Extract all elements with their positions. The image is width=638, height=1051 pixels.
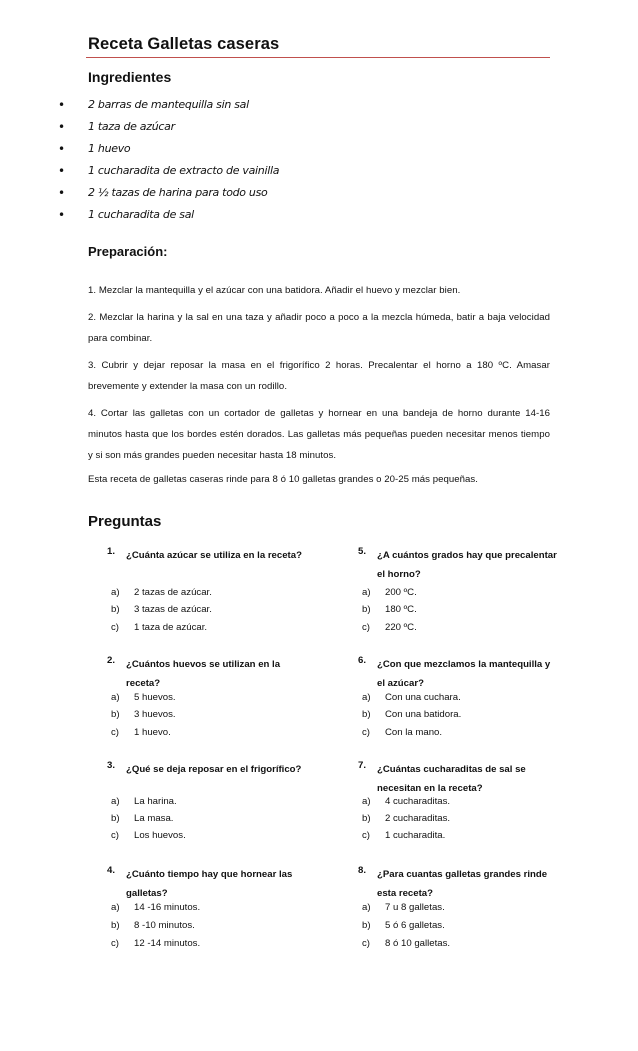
option-text: Con la mano. — [385, 727, 443, 738]
ingredient-text: 1 taza de azúcar — [88, 120, 175, 133]
option-letter: b) — [111, 604, 120, 615]
option-text: 1 taza de azúcar. — [134, 622, 208, 633]
preparation-heading: Preparación: — [88, 244, 168, 259]
question-number: 6. — [358, 655, 367, 666]
ingredients-heading: Ingredientes — [88, 69, 172, 85]
option-letter: b) — [362, 813, 371, 824]
answer-option[interactable] — [111, 706, 176, 723]
bullet-icon: • — [58, 208, 65, 222]
preparation-step: 1. Mezclar la mantequilla y el azúcar con una batidora. Añadir el huevo y mezclar bien. — [88, 285, 461, 296]
option-letter: c) — [111, 938, 119, 949]
answer-option[interactable] — [362, 899, 445, 916]
bullet-icon: • — [58, 142, 65, 156]
option-letter: b) — [362, 604, 371, 615]
answer-option[interactable] — [111, 619, 207, 636]
option-letter: b) — [111, 920, 120, 931]
answer-option[interactable] — [362, 584, 417, 601]
question-text: ¿Cuántas cucharaditas de sal se necesitan en la receta? — [377, 764, 526, 794]
option-text: 220 ºC. — [385, 622, 417, 633]
question-number: 4. — [107, 865, 116, 876]
option-letter: c) — [111, 830, 119, 841]
option-letter: a) — [362, 692, 371, 703]
question-text: ¿Cuántos huevos se utilizan en la receta? — [126, 659, 281, 689]
option-text: 3 huevos. — [134, 709, 176, 720]
option-letter: b) — [362, 709, 371, 720]
option-letter: a) — [111, 587, 120, 598]
option-text: 8 -10 minutos. — [134, 920, 195, 931]
option-text: 14 -16 minutos. — [134, 902, 201, 913]
question-number: 2. — [107, 655, 116, 666]
option-text: 5 huevos. — [134, 692, 176, 703]
option-text: 7 u 8 galletas. — [385, 902, 445, 913]
ingredient-item — [0, 140, 638, 162]
ingredient-text: 1 cucharadita de sal — [88, 208, 194, 221]
option-text: La harina. — [134, 796, 177, 807]
question-text: ¿Qué se deja reposar en el frigorífico? — [126, 764, 302, 775]
question-text: ¿Cuánta azúcar se utiliza en la receta? — [126, 550, 302, 561]
bullet-icon: • — [58, 120, 65, 134]
option-text: 12 -14 minutos. — [134, 938, 201, 949]
ingredient-text: 1 huevo — [88, 142, 131, 155]
answer-option[interactable] — [111, 601, 212, 618]
option-letter: c) — [362, 830, 370, 841]
ingredient-item — [0, 162, 638, 184]
question-text: ¿Cuánto tiempo hay que hornear las galletas? — [126, 869, 293, 899]
option-text: 1 huevo. — [134, 727, 171, 738]
option-text: La masa. — [134, 813, 174, 824]
ingredient-item — [0, 184, 638, 206]
ingredient-text: 2 barras de mantequilla sin sal — [88, 98, 249, 111]
option-text: Con una cuchara. — [385, 692, 461, 703]
answer-option[interactable] — [362, 810, 450, 827]
question-text: ¿Para cuantas galletas grandes rinde esta receta? — [377, 869, 548, 899]
question-number: 8. — [358, 865, 367, 876]
option-text: 5 ó 6 galletas. — [385, 920, 445, 931]
title-underline — [86, 57, 550, 58]
answer-option[interactable] — [111, 689, 176, 706]
question-text: ¿Con que mezclamos la mantequilla y el azúcar? — [377, 659, 551, 689]
option-letter: b) — [111, 709, 120, 720]
answer-option[interactable] — [111, 584, 212, 601]
option-text: 180 ºC. — [385, 604, 417, 615]
answer-option[interactable] — [362, 827, 445, 844]
ingredient-item — [0, 206, 638, 228]
option-text: 8 ó 10 galletas. — [385, 938, 451, 949]
preparation-step: 3. Cubrir y dejar reposar la masa en el frigorífico 2 horas. Precalentar el horno a 180 ºC. Amasar brevemente y extender la masa con un rodillo. — [88, 360, 550, 392]
option-text: 1 cucharadita. — [385, 830, 446, 841]
bullet-icon: • — [58, 186, 65, 200]
answer-option[interactable] — [362, 689, 461, 706]
answer-option[interactable] — [362, 724, 442, 741]
option-letter: c) — [362, 938, 370, 949]
answer-option[interactable] — [111, 793, 177, 810]
option-letter: b) — [362, 920, 371, 931]
option-letter: a) — [362, 587, 371, 598]
answer-option[interactable] — [362, 935, 450, 952]
answer-option[interactable] — [111, 935, 200, 952]
option-letter: c) — [362, 622, 370, 633]
option-text: Con una batidora. — [385, 709, 462, 720]
answer-option[interactable] — [111, 899, 200, 916]
question-number: 5. — [358, 546, 367, 557]
questions-heading: Preguntas — [88, 513, 162, 530]
answer-option[interactable] — [111, 827, 186, 844]
answer-option[interactable] — [111, 810, 173, 827]
option-letter: a) — [362, 902, 371, 913]
option-letter: a) — [111, 692, 120, 703]
option-letter: a) — [362, 796, 371, 807]
question-number: 7. — [358, 760, 367, 771]
preparation-step: 2. Mezclar la harina y la sal en una taza y añadir poco a poco a la mezcla húmeda, batir a baja velocidad para combinar. — [88, 312, 550, 344]
option-letter: c) — [362, 727, 370, 738]
option-letter: a) — [111, 796, 120, 807]
bullet-icon: • — [58, 164, 65, 178]
option-letter: c) — [111, 727, 119, 738]
option-text: 3 tazas de azúcar. — [134, 604, 212, 615]
ingredient-text: 1 cucharadita de extracto de vainilla — [88, 164, 280, 177]
ingredient-text: 2 ½ tazas de harina para todo uso — [88, 186, 268, 199]
preparation-yield: Esta receta de galletas caseras rinde para 8 ó 10 galletas grandes o 20-25 más pequeñas. — [88, 474, 478, 485]
option-letter: a) — [111, 902, 120, 913]
option-text: 4 cucharaditas. — [385, 796, 451, 807]
answer-option[interactable] — [362, 601, 417, 618]
answer-option[interactable] — [111, 917, 195, 934]
answer-option[interactable] — [362, 917, 445, 934]
bullet-icon: • — [58, 98, 65, 112]
answer-option[interactable] — [362, 619, 417, 636]
option-letter: c) — [111, 622, 119, 633]
ingredient-item — [0, 96, 638, 118]
option-text: 2 cucharaditas. — [385, 813, 451, 824]
answer-option[interactable] — [111, 724, 171, 741]
option-text: 2 tazas de azúcar. — [134, 587, 212, 598]
option-letter: b) — [111, 813, 120, 824]
option-text: 200 ºC. — [385, 587, 417, 598]
ingredients-list — [0, 96, 638, 228]
question-number: 3. — [107, 760, 116, 771]
question-text: ¿A cuántos grados hay que precalentar el horno? — [377, 550, 557, 580]
page-title: Receta Galletas caseras — [88, 35, 280, 53]
option-text: Los huevos. — [134, 830, 186, 841]
ingredient-item — [0, 118, 638, 140]
preparation-step: 4. Cortar las galletas con un cortador de galletas y hornear en una bandeja de horno durante 14-16 minutos hasta que los bordes estén dorados. Las galletas más pequeñas pueden necesitar menos tiempo y si son más grandes pueden necesitar hasta 18 minutos. — [88, 408, 550, 461]
answer-option[interactable] — [362, 793, 450, 810]
question-number: 1. — [107, 546, 116, 557]
answer-option[interactable] — [362, 706, 461, 723]
